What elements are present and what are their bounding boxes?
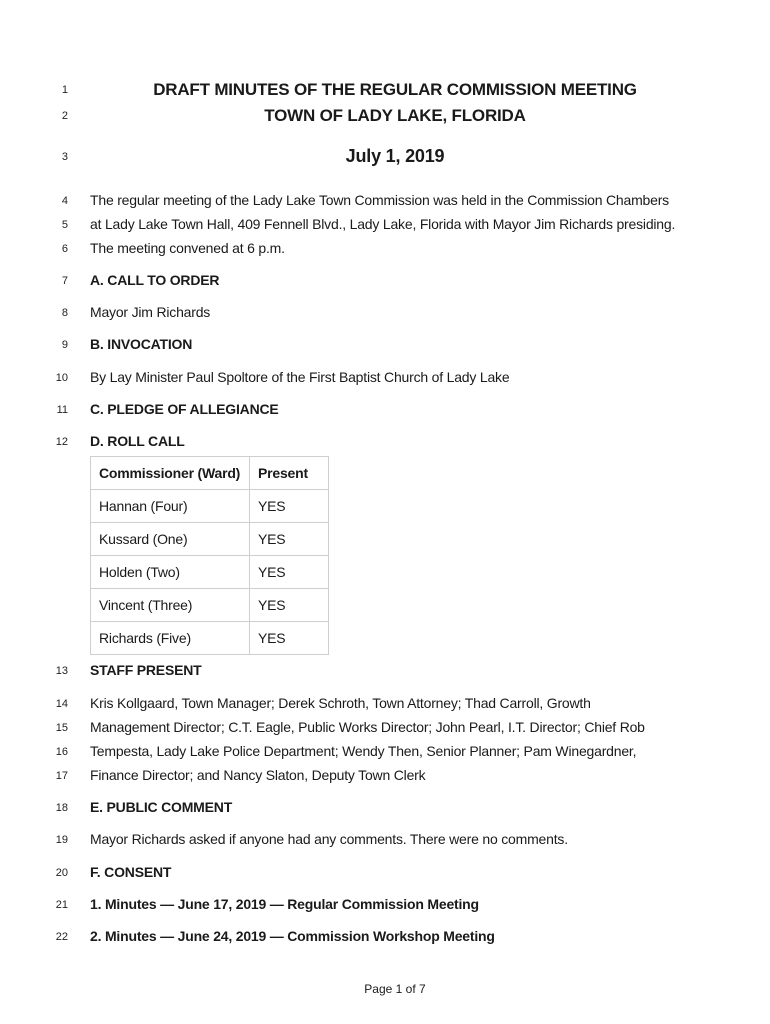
table-row [91, 490, 329, 523]
present-cell: YES [250, 556, 329, 589]
section-heading-consent: F. CONSENT [90, 864, 172, 880]
intro-line: at Lady Lake Town Hall, 409 Fennell Blvd., Lady Lake, Florida with Mayor Jim Richards presiding. [90, 216, 676, 232]
section-heading-staff-present: STAFF PRESENT [90, 662, 202, 678]
line-number: 12 [55, 436, 68, 448]
line-number: 3 [61, 151, 68, 163]
call-to-order-text: Mayor Jim Richards [90, 304, 211, 320]
page-number: Page 1 of 7 [364, 982, 426, 996]
line-number: 19 [55, 834, 68, 846]
section-heading-public-comment: E. PUBLIC COMMENT [90, 799, 233, 815]
roll-call-table [90, 456, 329, 655]
document-title: DRAFT MINUTES OF THE REGULAR COMMISSION MEETING [153, 80, 637, 99]
present-cell: YES [250, 490, 329, 523]
line-number: 21 [55, 899, 68, 911]
commissioner-cell: Vincent (Three) [91, 589, 250, 622]
line-number: 9 [61, 339, 68, 351]
staff-line: Finance Director; and Nancy Slaton, Deputy Town Clerk [90, 767, 426, 783]
line-number: 2 [61, 110, 68, 122]
line-number: 20 [55, 867, 68, 879]
commissioner-cell: Hannan (Four) [91, 490, 250, 523]
staff-line: Management Director; C.T. Eagle, Public Works Director; John Pearl, I.T. Director; Chief Rob [90, 719, 645, 735]
table-row [91, 556, 329, 589]
present-cell: YES [250, 622, 329, 655]
commissioner-cell: Kussard (One) [91, 523, 250, 556]
table-row [91, 523, 329, 556]
line-number: 17 [55, 770, 68, 782]
line-number: 11 [56, 404, 68, 416]
line-number: 10 [55, 372, 68, 384]
column-header-commissioner: Commissioner (Ward) [91, 457, 250, 490]
document-subtitle: TOWN OF LADY LAKE, FLORIDA [264, 106, 526, 125]
commissioner-cell: Holden (Two) [91, 556, 250, 589]
line-number: 7 [61, 275, 68, 287]
line-number: 18 [55, 802, 68, 814]
section-heading-pledge: C. PLEDGE OF ALLEGIANCE [90, 401, 279, 417]
present-cell: YES [250, 523, 329, 556]
section-heading-call-to-order: A. CALL TO ORDER [90, 272, 220, 288]
consent-item: 1. Minutes — June 17, 2019 — Regular Commission Meeting [90, 896, 479, 912]
intro-line: The meeting convened at 6 p.m. [90, 240, 285, 256]
line-number: 1 [61, 84, 68, 96]
line-number: 5 [61, 219, 68, 231]
present-cell: YES [250, 589, 329, 622]
consent-item: 2. Minutes — June 24, 2019 — Commission Workshop Meeting [90, 928, 495, 944]
table-row [91, 622, 329, 655]
line-number: 13 [55, 665, 68, 677]
line-number: 8 [61, 307, 68, 319]
line-number: 6 [61, 243, 68, 255]
line-number: 16 [55, 746, 68, 758]
table-header-row [91, 457, 329, 490]
staff-line: Kris Kollgaard, Town Manager; Derek Schroth, Town Attorney; Thad Carroll, Growth [90, 695, 591, 711]
line-number: 15 [55, 722, 68, 734]
intro-line: The regular meeting of the Lady Lake Town Commission was held in the Commission Chambers [90, 192, 669, 208]
section-heading-roll-call: D. ROLL CALL [90, 433, 185, 449]
section-heading-invocation: B. INVOCATION [90, 336, 193, 352]
line-number: 14 [55, 698, 68, 710]
meeting-date: July 1, 2019 [345, 146, 445, 166]
line-number: 4 [61, 195, 68, 207]
table-row [91, 589, 329, 622]
invocation-text: By Lay Minister Paul Spoltore of the First Baptist Church of Lady Lake [90, 369, 510, 385]
commissioner-cell: Richards (Five) [91, 622, 250, 655]
line-number: 22 [55, 931, 68, 943]
column-header-present: Present [250, 457, 329, 490]
public-comment-text: Mayor Richards asked if anyone had any comments. There were no comments. [90, 831, 568, 847]
staff-line: Tempesta, Lady Lake Police Department; Wendy Then, Senior Planner; Pam Winegardner, [90, 743, 637, 759]
